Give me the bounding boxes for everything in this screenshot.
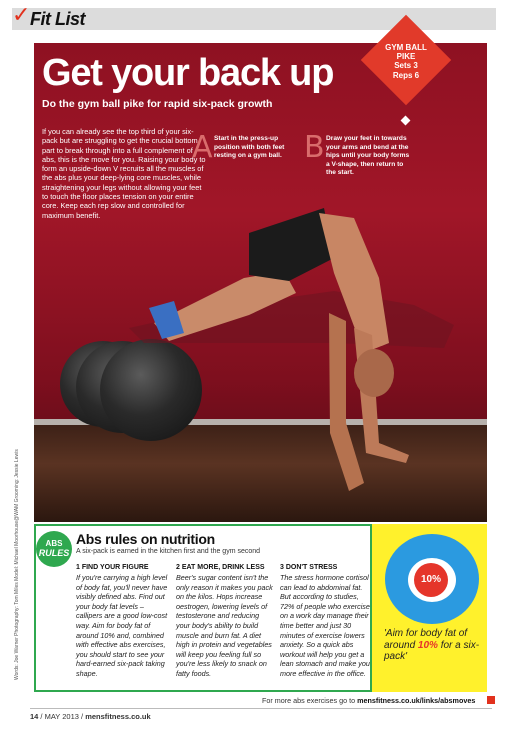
- article-title: Get your back up: [42, 52, 334, 94]
- badge-sets: Sets 3: [394, 61, 418, 70]
- rule-3-text: The stress hormone cortisol can lead to abdominal fat. But according to studies, 72% of people who exercise on a work day manage their time better and just 30 minutes of exercise lowers anxiety. So a quick abs workout will help you get a lean stomach and make you more effective in the office.: [280, 573, 370, 678]
- rule-2-heading: 2 EAT MORE, DRINK LESS: [176, 564, 265, 571]
- folio-separator: /: [38, 712, 45, 721]
- quote-highlight: 10%: [417, 639, 438, 651]
- athlete-arm: [354, 328, 409, 463]
- article-intro: If you can already see the top third of your six-pack but are struggling to get the crucial bottom part to break through into a full complement of abs, this is the move for you. Raising your body to form an upside-down V recruits all the muscles of the abs plus your deep-lying core muscles, while straightening your legs without allowing your feet to touch the floor places tension on your entire core. Keep each rep slow and controlled for maximum benefit.: [42, 127, 206, 220]
- folio-separator: /: [78, 712, 86, 721]
- footer-square-icon: [487, 696, 495, 704]
- step-a-text: Start in the press-up position with both feet resting on a gym ball.: [214, 135, 285, 160]
- quote-pre: 'Aim for body fat of around: [384, 628, 468, 651]
- step-b-letter: B: [304, 130, 325, 165]
- badge-reps: Reps 6: [392, 71, 420, 80]
- abs-rules-subtitle: A six-pack is earned in the kitchen first and the gym second: [76, 548, 261, 555]
- photo-credit-text: Words: Joe Warner Photography: Tom Miles Model: Michael Moorhouse@WAM Grooming: Jessie Lewis: [14, 449, 20, 680]
- photo-credit: [14, 449, 24, 680]
- athlete-figure: [34, 43, 487, 522]
- issue-date: MAY 2013: [44, 712, 79, 721]
- rule-1-text: If you're carrying a high level of body fat, you'll never have visibly defined abs. Find out your body fat levels – callipers are a good low-cost way. Aim for body fat of around 10% and, combined with effective abs exercises, you should start to see your hard-earned six-pack taking shape.: [76, 573, 168, 678]
- article-subtitle: Do the gym ball pike for rapid six-pack growth: [42, 98, 273, 110]
- page-folio: [30, 712, 151, 721]
- athlete-head: [354, 349, 394, 397]
- quote-post: for a six-pack': [384, 639, 480, 662]
- badge-exercise-name-line2: PIKE: [396, 52, 416, 61]
- more-exercises-prefix: For more abs exercises go to: [262, 696, 358, 705]
- hero-panel: [34, 43, 487, 522]
- footer-divider: [30, 708, 492, 709]
- step-a-letter: A: [192, 130, 213, 165]
- body-fat-value: 10%: [420, 574, 441, 585]
- abs-rules-title: Abs rules on nutrition: [76, 531, 215, 547]
- section-title: Fit List: [30, 9, 85, 29]
- abs-rules-badge-line1: ABS: [45, 539, 63, 548]
- site-name: mensfitness.co.uk: [85, 712, 151, 721]
- more-exercises-link[interactable]: mensfitness.co.uk/links/absmoves: [357, 696, 476, 705]
- abs-rules-badge-line2: RULES: [38, 548, 70, 558]
- rule-2-text: Beer's sugar content isn't the only reason it makes you pack on the kilos. Hops increase oestrogen, lowering levels of testosterone and reducing your body's ability to build muscle and burn fat. A diet high in protein and vegetables will keep you feeling full so you're less likely to snack on fatty foods.: [176, 573, 273, 678]
- rule-1-heading: 1 FIND YOUR FIGURE: [76, 564, 149, 571]
- check-mark-icon: ✓: [12, 3, 31, 28]
- exercise-badge-text: [363, 43, 449, 81]
- step-b-text: Draw your feet in towards your arms and bend at the hips until your body forms a V-shape, then return to the start.: [326, 135, 410, 177]
- badge-exercise-name-line1: GYM BALL: [385, 43, 427, 52]
- rule-3-heading: 3 DON'T STRESS: [280, 564, 338, 571]
- page-number: 14: [30, 712, 39, 721]
- body-fat-quote: [384, 628, 484, 663]
- more-exercises-line: [262, 696, 475, 705]
